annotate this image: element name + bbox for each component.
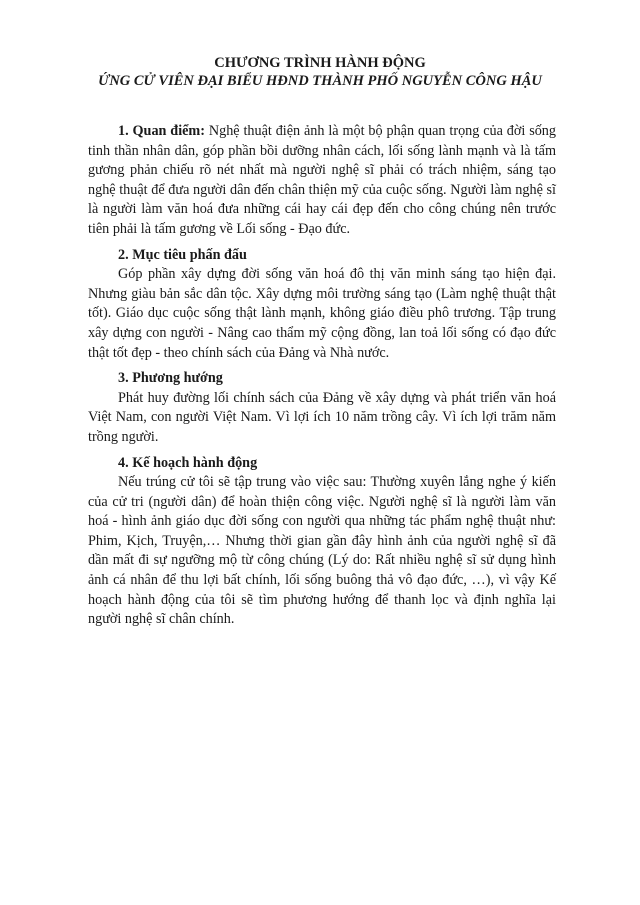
section-heading: 1. Quan điểm: [118, 123, 205, 139]
section-phuong-huong [88, 369, 556, 447]
section-ke-hoach [88, 454, 556, 630]
section-heading: 3. Phương hướng [118, 370, 223, 387]
section-muc-tieu [88, 246, 556, 364]
section-heading: 2. Mục tiêu phấn đấu [118, 246, 247, 263]
section-paragraph: Nếu trúng cử tôi sẽ tập trung vào việc sau: Thường xuyên lắng nghe ý kiến của cử tri (người dân) để hoàn thiện công việc. Người nghệ sĩ là người làm văn hoá - hình ảnh giáo dục đời sống con người qua những tác phẩm nghệ thuật như: Phim, Kịch, Truyện,… Nhưng thời gian gần đây hình ảnh của người nghệ sĩ đã dần mất đi sự ngưỡng mộ từ công chúng (Lý do: Rất nhiều nghệ sĩ sử dụng hình ảnh cá nhân để thu lợi bất chính, lối sống buông thả vô đạo đức, …), vì vậy Kế hoạch hành động của tôi sẽ tìm phương hướng để thanh lọc và định nghĩa lại người nghệ sĩ chân chính. [88, 474, 556, 628]
section-heading: 4. Kế hoạch hành động [118, 454, 258, 471]
document-title: CHƯƠNG TRÌNH HÀNH ĐỘNG [214, 55, 426, 71]
section-paragraph: Phát huy đường lối chính sách của Đảng về xây dựng và phát triển văn hoá Việt Nam, con người Việt Nam. Vì lợi ích 10 năm trồng cây. Vì ích lợi trăm năm trồng người. [88, 389, 556, 445]
document-subtitle: ỨNG CỬ VIÊN ĐẠI BIỂU HĐND THÀNH PHỐ NGUYỄN CÔNG HẬU [98, 73, 542, 89]
document-header [60, 54, 580, 90]
section-quan-diem [88, 122, 556, 240]
document-body [88, 122, 556, 636]
section-paragraph [88, 122, 556, 240]
section-text: Nghệ thuật điện ảnh là một bộ phận quan trọng của đời sống tinh thần nhân dân, góp phần bồi dưỡng nhân cách, lối sống lành mạnh và là tấm gương phản chiếu rõ nét nhất mà người nghệ sĩ phải có trách nhiệm, sáng tạo nghệ thuật để đưa người dân đến chân thiện mỹ của cuộc sống. Người làm nghệ sĩ là người làm văn hoá đưa những cái hay cái đẹp đến cho công chúng nên trước tiên phải là tấm gương về Lối sống - Đạo đức. [88, 123, 556, 237]
section-paragraph: Góp phần xây dựng đời sống văn hoá đô thị văn minh sáng tạo hiện đại. Nhưng giàu bản sắc dân tộc. Xây dựng môi trường sáng tạo (Làm nghệ thuật thật tốt). Giáo dục cuộc sống thật lành mạnh, không giáo điều phô trương. Tập trung xây dựng con người - Nâng cao thẩm mỹ cộng đồng, lan toả lối sống có đạo đức thật tốt đẹp - theo chính sách của Đảng và Nhà nước. [88, 266, 556, 361]
